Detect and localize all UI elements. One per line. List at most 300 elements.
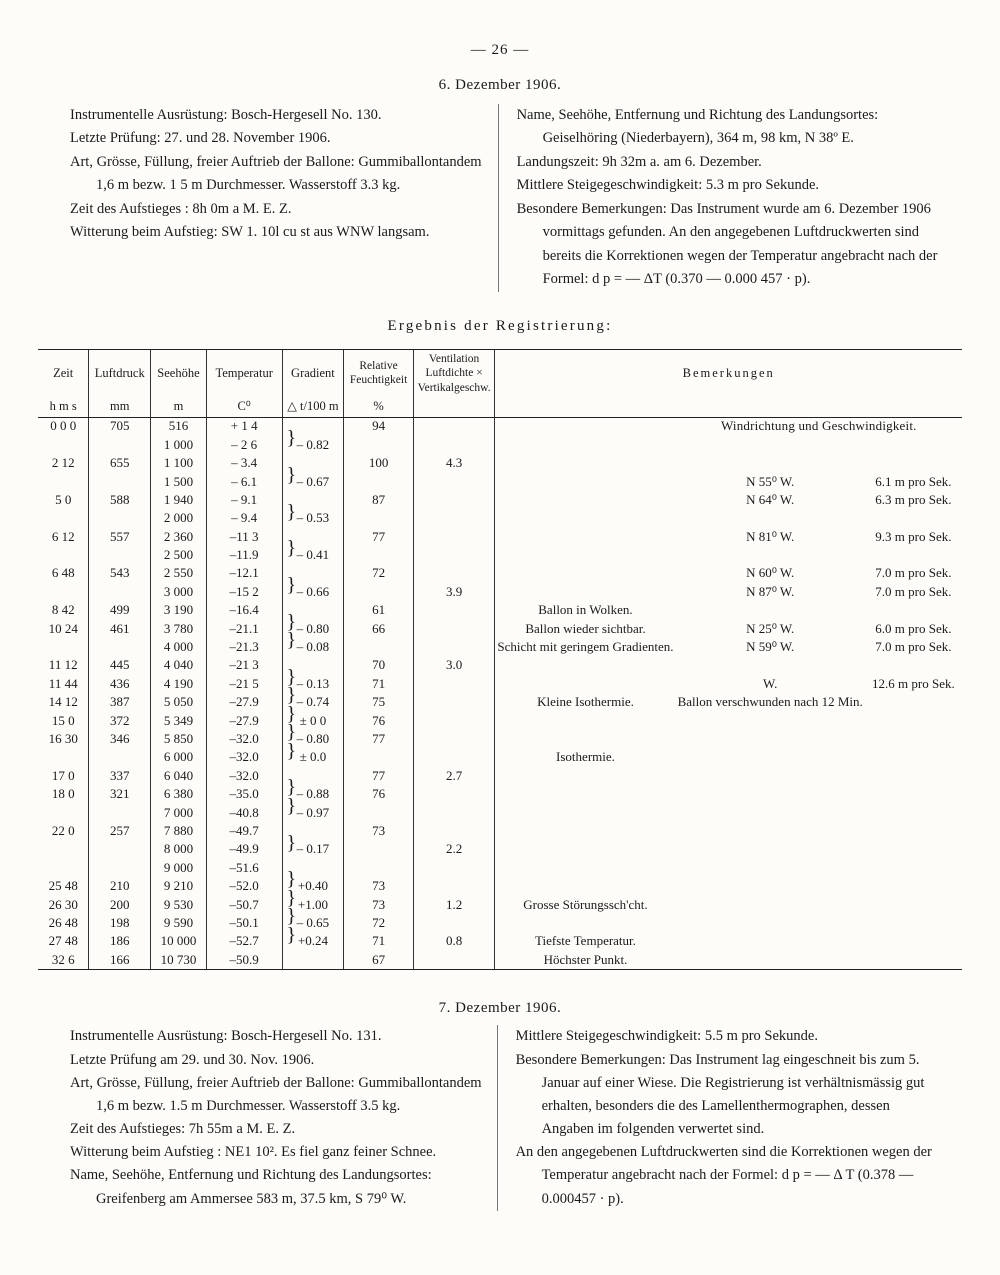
cell-wind-speed [865, 657, 962, 675]
cell-zeit [38, 583, 89, 601]
cell-wind-speed: 7.0 m pro Sek. [875, 565, 952, 581]
cell-luftdruck [89, 804, 151, 822]
table-row [38, 877, 962, 895]
cell-luftdruck: 166 [89, 951, 151, 969]
table-row [38, 804, 962, 822]
table-row [38, 693, 962, 711]
cell-wind-speed [865, 933, 962, 951]
header-seehohe: Seehöhe [151, 350, 207, 397]
cell-bemerkung [495, 528, 676, 546]
section-2-date: 7. Dezember 1906. [438, 1000, 562, 1017]
cell-wind-speed [865, 896, 962, 914]
cell-wind-speed [865, 730, 962, 748]
cell-luftdruck: 387 [89, 693, 151, 711]
gradient-value: – 0.41 [296, 547, 330, 563]
cell-zeit: 16 30 [48, 730, 78, 746]
cell-wind-direction [676, 859, 865, 877]
cell-luftdruck: 499 [89, 602, 151, 620]
cell-gradient [282, 739, 344, 767]
cell-zeit: 5 0 [55, 491, 72, 507]
cell-ventilation: 2.7 [413, 767, 495, 785]
correction-formula-line-2: An den angegebenen Luftdruckwerten sind die Korrektionen wegen der Temperatur angebracht nach der Formel: d p = — Δ T (0.378 — 0.000457 · p). [515, 1144, 932, 1207]
cell-temperatur: –21.3 [206, 638, 282, 656]
table-row [38, 454, 962, 472]
cell-wind-direction [676, 933, 865, 951]
cell-wind-speed [865, 951, 962, 969]
cell-seehohe: 10 730 [151, 951, 207, 969]
cell-feuchtigkeit [344, 546, 413, 564]
cell-wind-direction [676, 712, 865, 730]
gradient-value: – 0.88 [296, 786, 330, 802]
cell-seehohe: 2 500 [151, 546, 207, 564]
gradient-value: +0.40 [297, 878, 328, 894]
cell-ventilation [413, 620, 495, 638]
cell-temperatur: –52.7 [206, 933, 282, 951]
cell-gradient [282, 427, 344, 454]
cell-bemerkung [495, 804, 676, 822]
cell-ventilation [413, 822, 495, 840]
cell-feuchtigkeit [344, 841, 413, 859]
table-row [38, 528, 962, 546]
cell-bemerkung: Grosse Störungssch'cht. [495, 896, 676, 914]
brace-icon: } [286, 886, 297, 909]
table-row [38, 583, 962, 601]
cell-zeit: 10 24 [48, 620, 78, 636]
table-row [38, 859, 962, 877]
cell-seehohe: 1 500 [151, 473, 207, 491]
cell-wind-direction: N 87⁰ W. [746, 583, 795, 599]
cell-temperatur: –32.0 [206, 730, 282, 748]
unit-bemerkungen [495, 397, 962, 417]
header-temperatur: Temperatur [206, 350, 282, 397]
unit-gradient: △ t/100 m [282, 397, 344, 417]
cell-wind-direction: N 25⁰ W. [746, 620, 795, 636]
cell-zeit: 8 42 [51, 602, 75, 618]
gradient-value: – 0.74 [296, 694, 330, 710]
table-row [38, 767, 962, 785]
cell-wind-direction [676, 602, 865, 620]
cell-ventilation [413, 877, 495, 895]
gradient-value: – 0.17 [296, 841, 330, 857]
cell-wind-direction [676, 767, 865, 785]
section-1-metadata [70, 104, 940, 292]
cell-zeit [38, 638, 89, 656]
table-row [38, 546, 962, 564]
weather-line-2: Witterung beim Aufstieg : NE1 10². Es fiel ganz feiner Schnee. [70, 1144, 437, 1161]
cell-seehohe: 1 100 [151, 454, 207, 472]
cell-feuchtigkeit: 76 [344, 712, 413, 730]
cell-temperatur: –50.1 [206, 914, 282, 932]
last-check-line-2: Letzte Prüfung am 29. und 30. Nov. 1906. [70, 1051, 315, 1068]
section-1-left-column [70, 104, 499, 292]
cell-gradient [282, 574, 344, 601]
cell-bemerkung: Isothermie. [495, 749, 676, 767]
gradient-value: – 0.82 [296, 436, 330, 452]
brace-icon: } [286, 574, 297, 597]
cell-luftdruck: 436 [89, 675, 151, 693]
cell-bemerkung [495, 822, 676, 840]
cell-zeit: 18 0 [51, 786, 75, 802]
gradient-value: – 0.66 [296, 583, 330, 599]
ascent-time-line: Zeit des Aufstieges : 8h 0m a M. E. Z. [70, 200, 292, 217]
cell-ventilation [413, 491, 495, 509]
cell-feuchtigkeit [344, 749, 413, 767]
cell-wind-speed [865, 877, 962, 895]
gradient-value: ± 0.0 [299, 749, 327, 765]
cell-feuchtigkeit [344, 510, 413, 528]
cell-seehohe: 9 210 [151, 877, 207, 895]
gradient-value: – 0.53 [296, 510, 330, 526]
cell-feuchtigkeit: 77 [344, 767, 413, 785]
cell-ventilation [413, 730, 495, 748]
table-row [38, 896, 962, 914]
brace-icon: } [286, 537, 297, 560]
cell-bemerkung [495, 730, 676, 748]
cell-gradient [282, 537, 344, 564]
cell-luftdruck: 186 [89, 933, 151, 951]
cell-luftdruck [89, 638, 151, 656]
table-row [38, 675, 962, 693]
table-row [38, 620, 962, 638]
section-2-right-column [498, 1025, 940, 1211]
cell-seehohe: 1 940 [151, 491, 207, 509]
table-row [38, 914, 962, 932]
cell-ventilation: 2.2 [413, 841, 495, 859]
section-1-right-column [499, 104, 940, 292]
cell-bemerkung [495, 583, 676, 601]
cell-zeit: 26 48 [48, 914, 78, 930]
gradient-value: – 0.97 [296, 804, 330, 820]
cell-wind-direction [676, 914, 865, 932]
brace-icon: } [286, 500, 297, 523]
cell-temperatur: –21.1 [206, 620, 282, 638]
table-row [38, 749, 962, 767]
cell-temperatur: –51.6 [206, 859, 282, 877]
cell-ventilation [413, 510, 495, 528]
cell-luftdruck: 543 [89, 565, 151, 583]
cell-bemerkung [495, 473, 676, 491]
table-row [38, 638, 962, 656]
cell-feuchtigkeit: 67 [344, 951, 413, 969]
cell-gradient [282, 923, 344, 951]
cell-bemerkung [495, 417, 676, 436]
table-header-row [38, 350, 962, 397]
gradient-value: – 0.13 [296, 675, 330, 691]
cell-temperatur: + 1 4 [206, 417, 282, 436]
cell-wind-direction: W. [763, 675, 778, 691]
cell-seehohe: 1 000 [151, 436, 207, 454]
table-row [38, 951, 962, 969]
unit-ventilation [413, 397, 495, 417]
unit-seehohe: m [151, 397, 207, 417]
weather-line: Witterung beim Aufstieg: SW 1. 10l cu st aus WNW langsam. [70, 224, 430, 241]
brace-icon: } [286, 721, 297, 744]
cell-zeit [38, 436, 89, 454]
cell-feuchtigkeit: 73 [344, 896, 413, 914]
cell-temperatur: –49.9 [206, 841, 282, 859]
section-2-metadata [70, 1025, 940, 1211]
cell-feuchtigkeit: 66 [344, 620, 413, 638]
page-number: — 26 — [470, 42, 530, 58]
cell-zeit: 6 48 [51, 565, 75, 581]
cell-seehohe: 4 040 [151, 657, 207, 675]
unit-zeit: h m s [38, 397, 89, 417]
cell-luftdruck: 461 [89, 620, 151, 638]
cell-temperatur: –50.9 [206, 951, 282, 969]
cell-luftdruck: 346 [89, 730, 151, 748]
cell-gradient [282, 951, 344, 969]
cell-luftdruck: 588 [89, 491, 151, 509]
cell-zeit: 14 12 [48, 694, 78, 710]
section-1-date: 6. Dezember 1906. [438, 77, 562, 93]
cell-ventilation [413, 528, 495, 546]
cell-seehohe: 4 190 [151, 675, 207, 693]
cell-feuchtigkeit: 72 [344, 914, 413, 932]
cell-feuchtigkeit: 73 [344, 877, 413, 895]
cell-zeit [38, 859, 89, 877]
cell-zeit: 32 6 [51, 951, 75, 967]
cell-wind-direction: N 81⁰ W. [746, 528, 795, 544]
cell-wind-speed [865, 749, 962, 767]
cell-seehohe: 2 550 [151, 565, 207, 583]
cell-feuchtigkeit [344, 638, 413, 656]
cell-luftdruck: 337 [89, 767, 151, 785]
cell-seehohe: 10 000 [151, 933, 207, 951]
cell-seehohe: 5 850 [151, 730, 207, 748]
cell-seehohe: 516 [151, 417, 207, 436]
cell-feuchtigkeit: 76 [344, 785, 413, 803]
cell-wind-speed [865, 546, 962, 564]
cell-gradient [282, 831, 344, 859]
cell-wind-speed [865, 804, 962, 822]
brace-icon: } [286, 923, 297, 946]
cell-ventilation [413, 675, 495, 693]
cell-feuchtigkeit: 77 [344, 528, 413, 546]
last-check-line: Letzte Prüfung: 27. und 28. November 1906. [70, 130, 331, 147]
cell-bemerkung [495, 546, 676, 564]
cell-luftdruck [89, 436, 151, 454]
cell-luftdruck: 445 [89, 657, 151, 675]
gradient-value: +1.00 [297, 896, 328, 912]
cell-temperatur: – 2 6 [206, 436, 282, 454]
cell-seehohe: 7 000 [151, 804, 207, 822]
header-gradient: Gradient [282, 350, 344, 397]
cell-feuchtigkeit: 87 [344, 491, 413, 509]
cell-ventilation [413, 417, 495, 436]
brace-icon: } [286, 739, 297, 762]
cell-temperatur: –21 5 [206, 675, 282, 693]
cell-seehohe: 8 000 [151, 841, 207, 859]
cell-zeit: 15 0 [51, 712, 75, 728]
cell-seehohe: 2 360 [151, 528, 207, 546]
instrument-line: Instrumentelle Ausrüstung: Bosch-Hergesell No. 130. [70, 107, 382, 123]
cell-ventilation: 4.3 [413, 454, 495, 472]
cell-ventilation: 1.2 [413, 896, 495, 914]
cell-zeit [38, 841, 89, 859]
section-2-left-column [70, 1025, 498, 1211]
table-row [38, 602, 962, 620]
cell-feuchtigkeit [344, 804, 413, 822]
cell-wind-direction [676, 657, 865, 675]
instrument-line-2: Instrumentelle Ausrüstung: Bosch-Hergesell No. 131. [70, 1028, 382, 1045]
cell-ventilation [413, 693, 495, 711]
cell-zeit: 6 12 [51, 528, 75, 544]
balloon-line: Art, Grösse, Füllung, freier Auftrieb der Ballone: Gummiballontandem 1,6 m bezw. 1 5 m Durchmesser. Wasserstoff 3.3 kg. [70, 153, 482, 194]
mean-ascent-speed-line-2: Mittlere Steigegeschwindigkeit: 5.5 m pro Sekunde. [515, 1028, 818, 1045]
cell-wind-speed [865, 693, 962, 711]
cell-wind-direction: Ballon verschwunden nach 12 Min. [677, 694, 863, 710]
gradient-value: ± 0 0 [299, 712, 327, 728]
table-units-row [38, 397, 962, 417]
cell-bemerkung: Ballon in Wolken. [495, 602, 676, 620]
cell-ventilation [413, 749, 495, 767]
cell-wind-speed [865, 767, 962, 785]
cell-ventilation [413, 565, 495, 583]
cell-temperatur: –27.9 [206, 693, 282, 711]
unit-luftdruck: mm [89, 397, 151, 417]
cell-temperatur: –32.0 [206, 767, 282, 785]
table-row [38, 510, 962, 528]
cell-wind-direction [676, 785, 865, 803]
cell-luftdruck: 655 [89, 454, 151, 472]
gradient-value: – 0.65 [296, 914, 330, 930]
landing-place-line: Name, Seehöhe, Entfernung und Richtung des Landungsortes: Geiselhöring (Niederbayern), 364 m, 98 km, N 38º E. [516, 107, 879, 147]
header-ventilation: Ventilation Luftdichte × Vertikalgeschw. [413, 350, 495, 397]
cell-wind-direction [676, 951, 865, 969]
cell-wind-speed [865, 859, 962, 877]
table-body [38, 417, 962, 969]
cell-luftdruck: 372 [89, 712, 151, 730]
cell-zeit: 11 44 [48, 675, 78, 691]
cell-feuchtigkeit [344, 859, 413, 877]
cell-zeit: 22 0 [51, 822, 75, 838]
cell-wind-speed [865, 841, 962, 859]
cell-wind-direction [676, 730, 865, 748]
cell-zeit: 27 48 [48, 933, 78, 949]
table-row [38, 473, 962, 491]
cell-zeit [38, 546, 89, 564]
cell-wind-speed [865, 454, 962, 472]
cell-feuchtigkeit: 71 [344, 933, 413, 951]
cell-wind-direction [676, 510, 865, 528]
cell-temperatur: –27.9 [206, 712, 282, 730]
cell-feuchtigkeit: 77 [344, 730, 413, 748]
table-row [38, 565, 962, 583]
cell-seehohe: 6 000 [151, 749, 207, 767]
brace-icon: } [286, 666, 297, 689]
cell-feuchtigkeit: 94 [344, 417, 413, 436]
cell-seehohe: 3 190 [151, 602, 207, 620]
gradient-value: – 0.08 [296, 639, 330, 655]
cell-gradient [282, 463, 344, 491]
brace-icon: } [286, 794, 297, 817]
mean-ascent-speed-line: Mittlere Steigegeschwindigkeit: 5.3 m pro Sekunde. [516, 177, 820, 194]
cell-temperatur: –35.0 [206, 785, 282, 803]
cell-luftdruck [89, 546, 151, 564]
cell-luftdruck: 705 [89, 417, 151, 436]
cell-wind-direction [676, 822, 865, 840]
cell-bemerkung [495, 859, 676, 877]
cell-wind-speed [865, 510, 962, 528]
brace-icon: } [286, 868, 297, 891]
cell-zeit: 2 12 [51, 455, 75, 471]
cell-temperatur: –11 3 [206, 528, 282, 546]
cell-wind-speed: 6.3 m pro Sek. [875, 491, 952, 507]
cell-seehohe: 5 349 [151, 712, 207, 730]
cell-wind-direction: N 60⁰ W. [746, 565, 795, 581]
wind-header: Windrichtung und Geschwindigkeit. [720, 418, 917, 434]
cell-temperatur: – 6.1 [206, 473, 282, 491]
cell-feuchtigkeit: 75 [344, 693, 413, 711]
cell-temperatur: –49.7 [206, 822, 282, 840]
cell-feuchtigkeit [344, 436, 413, 454]
table-title: Ergebnis der Registrierung: [387, 317, 613, 334]
balloon-line-2: Art, Grösse, Füllung, freier Auftrieb der Ballone: Gummiballontandem 1,6 m bezw. 1.5 m Durchmesser. Wasserstoff 3.5 kg. [70, 1074, 482, 1114]
cell-seehohe: 3 780 [151, 620, 207, 638]
cell-bemerkung [495, 491, 676, 509]
cell-ventilation [413, 914, 495, 932]
cell-wind-speed [865, 785, 962, 803]
table-row [38, 841, 962, 859]
table-row [38, 933, 962, 951]
header-luftdruck: Luftdruck [89, 350, 151, 397]
cell-temperatur: –52.0 [206, 877, 282, 895]
special-remarks-line-2: Besondere Bemerkungen: Das Instrument lag eingeschneit bis zum 5. Januar auf einer Wiese. Die Registrierung ist verhältnismässig gut erhalten, besonders die des Lamellenthermographen, dessen Angaben im folgenden verwertet sind. [515, 1051, 925, 1138]
cell-temperatur: –12.1 [206, 565, 282, 583]
cell-wind-direction [676, 877, 865, 895]
header-bemerkungen: Bemerkungen [495, 350, 962, 397]
cell-feuchtigkeit: 100 [344, 454, 413, 472]
cell-bemerkung [495, 510, 676, 528]
cell-bemerkung [495, 712, 676, 730]
table-row [38, 712, 962, 730]
cell-zeit [38, 749, 89, 767]
cell-seehohe: 6 380 [151, 785, 207, 803]
cell-bemerkung [495, 767, 676, 785]
cell-temperatur: –21 3 [206, 657, 282, 675]
cell-bemerkung: Höchster Punkt. [495, 951, 676, 969]
cell-temperatur: – 3.4 [206, 454, 282, 472]
cell-zeit [38, 804, 89, 822]
cell-ventilation: 0.8 [413, 933, 495, 951]
cell-ventilation [413, 785, 495, 803]
cell-zeit: 11 12 [48, 657, 78, 673]
cell-temperatur: –15 2 [206, 583, 282, 601]
ascent-time-line-2: Zeit des Aufstieges: 7h 55m a M. E. Z. [70, 1121, 296, 1138]
cell-wind-direction [676, 454, 865, 472]
cell-bemerkung: Schicht mit geringem Gradienten. [495, 638, 676, 656]
cell-ventilation [413, 473, 495, 491]
brace-icon: } [286, 463, 297, 486]
cell-wind-speed [865, 712, 962, 730]
cell-zeit [38, 473, 89, 491]
cell-feuchtigkeit [344, 583, 413, 601]
cell-temperatur: – 9.4 [206, 510, 282, 528]
cell-wind-direction: N 59⁰ W. [746, 639, 795, 655]
cell-wind-speed: 12.6 m pro Sek. [872, 675, 955, 691]
table-row [38, 436, 962, 454]
header-zeit: Zeit [53, 365, 74, 380]
cell-temperatur: – 9.1 [206, 491, 282, 509]
cell-bemerkung [495, 914, 676, 932]
cell-ventilation: 3.9 [413, 583, 495, 601]
brace-icon: } [286, 610, 297, 633]
cell-seehohe: 9 590 [151, 914, 207, 932]
cell-gradient [282, 500, 344, 528]
cell-luftdruck: 198 [89, 914, 151, 932]
cell-feuchtigkeit: 73 [344, 822, 413, 840]
gradient-value: – 0.80 [296, 730, 330, 746]
